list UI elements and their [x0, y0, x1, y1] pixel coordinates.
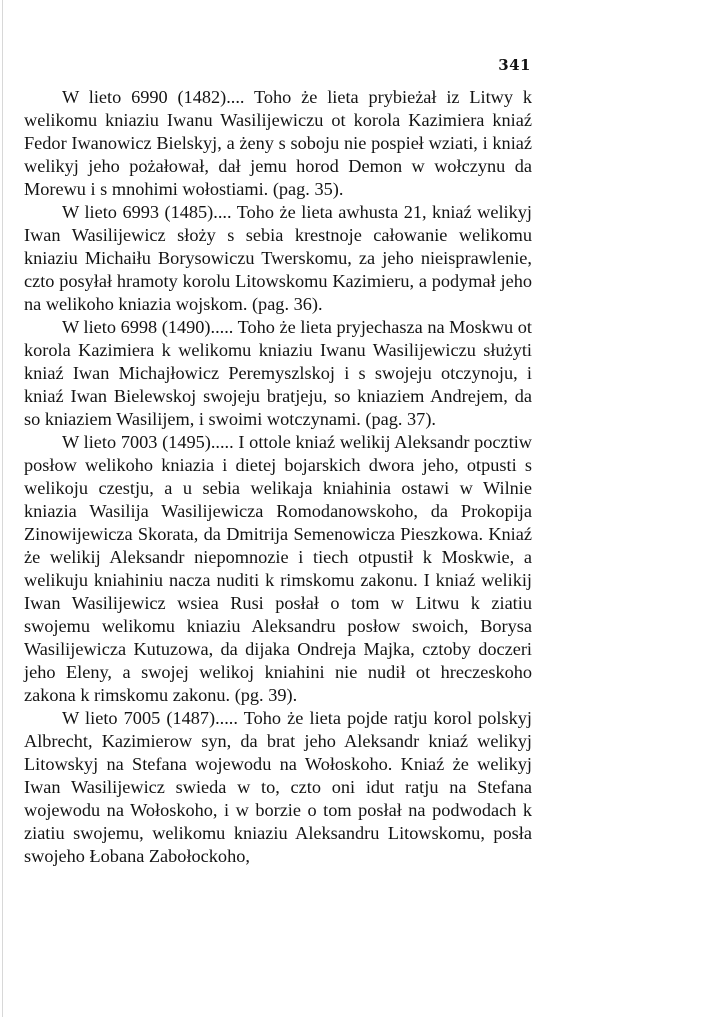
paragraph-5: W lieto 7005 (1487)..... Toho że lieta pojde ratju korol polskyj Albrecht, Kazimierow syn, da brat jeho Aleksandr kniaź welikyj Litowskyj na Stefana wojewodu na Wołoskoho. Kniaź że welikyj Iwan Wasilijewicz swieda w to, czto oni idut ratju na Stefana wojewodu na Wołoskoho, i w borzie o tom posłał na podwodach k ziatiu swojemu, welikomu kniaziu Aleksandru Litowskomu, posła swojeho Łobana Zabołockoho, — [24, 708, 532, 866]
paragraph-1: W lieto 6990 (1482).... Toho że lieta prybieżał iz Litwy k welikomu kniaziu Iwanu Wasilijewiczu ot korola Kazimiera kniaź Fedor Iwanowicz Bielskyj, a żeny s soboju nie pospieł wziati, i kniaź welikyj jeho pożałował, dał jemu horod Demon w wołczynu da Morewu i s mnohimi wołostiami. (pag. 35). — [24, 87, 532, 199]
paragraph-3: W lieto 6998 (1490)..... Toho że lieta pryjechasza na Moskwu ot korola Kazimiera k welikomu kniaziu Iwanu Wasilijewiczu służyti kniaź Iwan Michajłowicz Peremyszlskoj i s swojeju otczynoju, i kniaź Iwan Bielewskoj swojeju bratjeju, so kniaziem Andrejem, da so kniaziem Wasilijem, i swoimi wotczynami. (pag. 37). — [24, 317, 532, 429]
page-edge-line — [2, 0, 3, 1017]
paragraph-4: W lieto 7003 (1495)..... I ottole kniaź welikij Aleksandr pocztiw posłow welikoho kniazia i dietej bojarskich dwora jeho, otpusti s welikoju czestju, a u sebia welikaja kniahinia ostawi w Wilnie kniazia Wasilija Wasilijewicza Romodanowskoho, da Prokopija Zinowijewicza Skorata, da Dmitrija Semenowicza Pieszkowa. Kniaź że welikij Aleksandr niepomnozie i tiech otpustił k Moskwie, a welikuju kniahiniu nacza nuditi k rimskomu zakonu. I kniaź welikij Iwan Wasilijewicz wsiea Rusi posłał o tom w Litwu k ziatiu swojemu welikomu kniaziu Aleksandru posłow swoich, Borysa Wasilijewicza Kutuzowa, da dijaka Ondreja Majka, cztoby doczeri jeho Eleny, a swojej welikoj kniahini nie nudił ot hreczeskoho zakona k rimskomu zakonu. (pg. 39). — [24, 432, 532, 705]
page-number: 341 — [498, 56, 531, 74]
paragraph-2: W lieto 6993 (1485).... Toho że lieta awhusta 21, kniaź welikyj Iwan Wasilijewicz słoży s sebia krestnoje całowanie welikomu kniaziu Michaiłu Borysowiczu Twerskomu, za jeho nieisprawlenie, czto posyłał hramoty korolu Litowskomu Kazimieru, a podymał jeho na welikoho kniazia wojskom. (pag. 36). — [24, 202, 532, 314]
body-text — [24, 86, 532, 868]
